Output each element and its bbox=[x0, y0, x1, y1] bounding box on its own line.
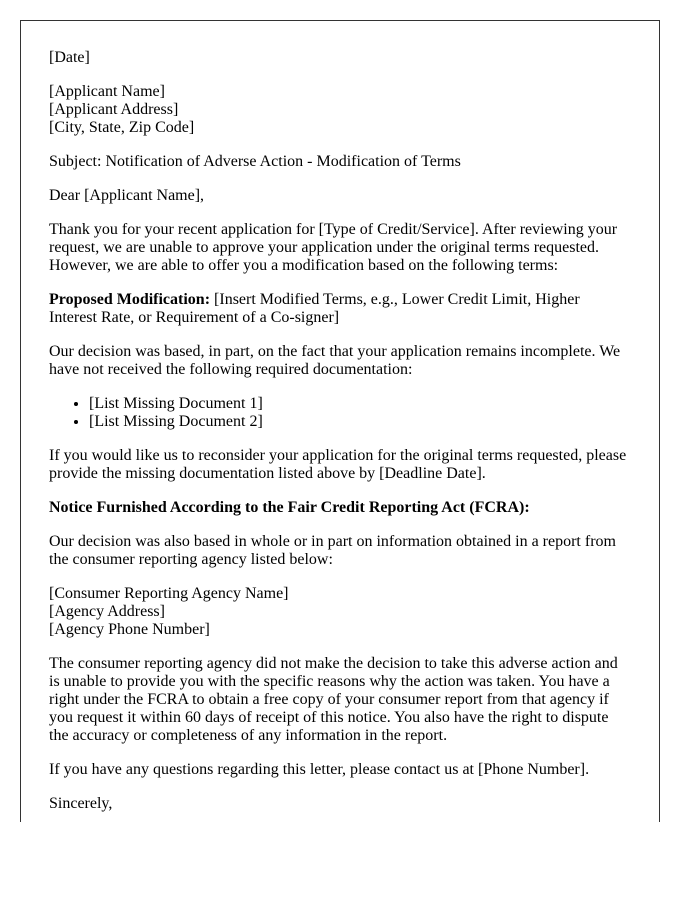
proposed-text: [Insert Modified Terms, e.g., Lower Credit Limit, Higher Interest Rate, or Requirement of a Co-signer] bbox=[49, 291, 580, 326]
city-state-zip: [City, State, Zip Code] bbox=[49, 119, 195, 136]
fcra-heading-text: Notice Furnished According to the Fair Credit Reporting Act (FCRA): bbox=[49, 499, 530, 516]
closing: Sincerely, bbox=[49, 795, 113, 812]
agency-address: [Agency Address] bbox=[49, 603, 165, 620]
applicant-name: [Applicant Name] bbox=[49, 83, 165, 100]
date: [Date] bbox=[49, 49, 90, 66]
missing-documents-list bbox=[49, 395, 631, 431]
proposed-label: Proposed Modification: bbox=[49, 291, 211, 308]
list-item: • [List Missing Document 2] bbox=[89, 413, 631, 431]
applicant-address: [Applicant Address] bbox=[49, 101, 179, 118]
decision-paragraph: Our decision was based, in part, on the fact that your application remains incomplete. We have not received the following required documentation: bbox=[49, 343, 621, 378]
fcra-intro: Our decision was also based in whole or in part on information obtained in a report from the consumer reporting agency listed below: bbox=[49, 533, 616, 568]
fcra-heading bbox=[49, 499, 631, 517]
proposed-modification bbox=[49, 291, 631, 327]
agency-name: [Consumer Reporting Agency Name] bbox=[49, 585, 289, 602]
intro-paragraph: Thank you for your recent application for [Type of Credit/Service]. After reviewing your request, we are unable to approve your application under the original terms requested. However, we are able to offer you a modification based on the following terms: bbox=[49, 221, 618, 274]
agency-phone: [Agency Phone Number] bbox=[49, 621, 210, 638]
letter-page bbox=[20, 20, 660, 822]
questions-paragraph: If you have any questions regarding this letter, please contact us at [Phone Number]. bbox=[49, 761, 590, 778]
reconsider-paragraph: If you would like us to reconsider your application for the original terms requested, please provide the missing documentation listed above by [Deadline Date]. bbox=[49, 447, 627, 482]
agency-block bbox=[49, 585, 631, 639]
subject: Subject: Notification of Adverse Action - Modification of Terms bbox=[49, 153, 461, 170]
applicant-block bbox=[49, 83, 631, 137]
list-item: • [List Missing Document 1] bbox=[89, 395, 631, 413]
fcra-rights-paragraph: The consumer reporting agency did not make the decision to take this adverse action and is unable to provide you with the specific reasons why the action was taken. You have a right under the FCRA to obtain a free copy of your consumer report from that agency if you request it within 60 days of receipt of this notice. You also have the right to dispute the accuracy or completeness of any information in the report. bbox=[49, 655, 618, 744]
salutation: Dear [Applicant Name], bbox=[49, 187, 205, 204]
